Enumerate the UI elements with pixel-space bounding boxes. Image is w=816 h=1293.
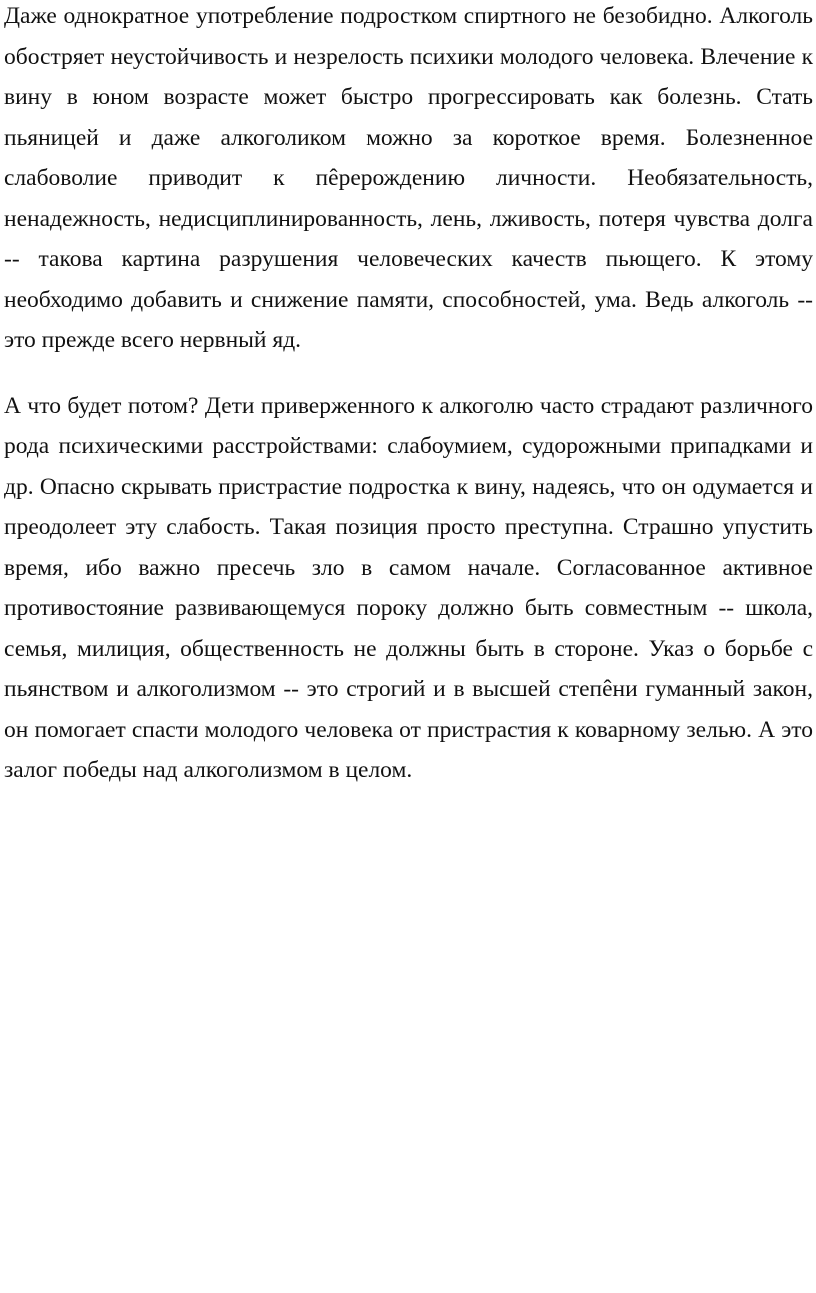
paragraph-1: Даже однократное употребление подростком спиртного не безобидно. Алкоголь обостряет неустойчивость и незрелость психики молодого человека. Влечение к вину в юном возрасте может быстро прогрессировать как болезнь. Стать пьяницей и даже алкоголиком можно за короткое время. Болезненное слабоволие приводит к пêрерождению личности. Необязательность, ненадежность, недисциплинированность, лень, лживость, потеря чувства долга -- такова картина разрушения человеческих качеств пьющего. К этому необходимо добавить и снижение памяти, способностей, ума. Ведь алкоголь -- это прежде всего нервный яд. bbox=[4, 3, 813, 353]
document-body bbox=[4, 0, 813, 791]
paragraph-2: А что будет потом? Дети приверженного к алкоголю часто страдают различного рода психическими расстройствами: слабоумием, судорожными припадками и др. Опасно скрывать пристрастие подростка к вину, надеясь, что он одумается и преодолеет эту слабость. Такая позиция просто преступна. Страшно упустить время, ибо важно пресечь зло в самом начале. Согласованное активное противостояние развивающемуся пороку должно быть совместным -- школа, семья, милиция, общественность не должны быть в стороне. Указ о борьбе с пьянством и алкоголизмом -- это строгий и в высшей степêни гуманный закон, он помогает спасти молодого человека от пристрастия к коварному зелью. А это залог победы над алкоголизмом в целом. bbox=[4, 392, 813, 783]
